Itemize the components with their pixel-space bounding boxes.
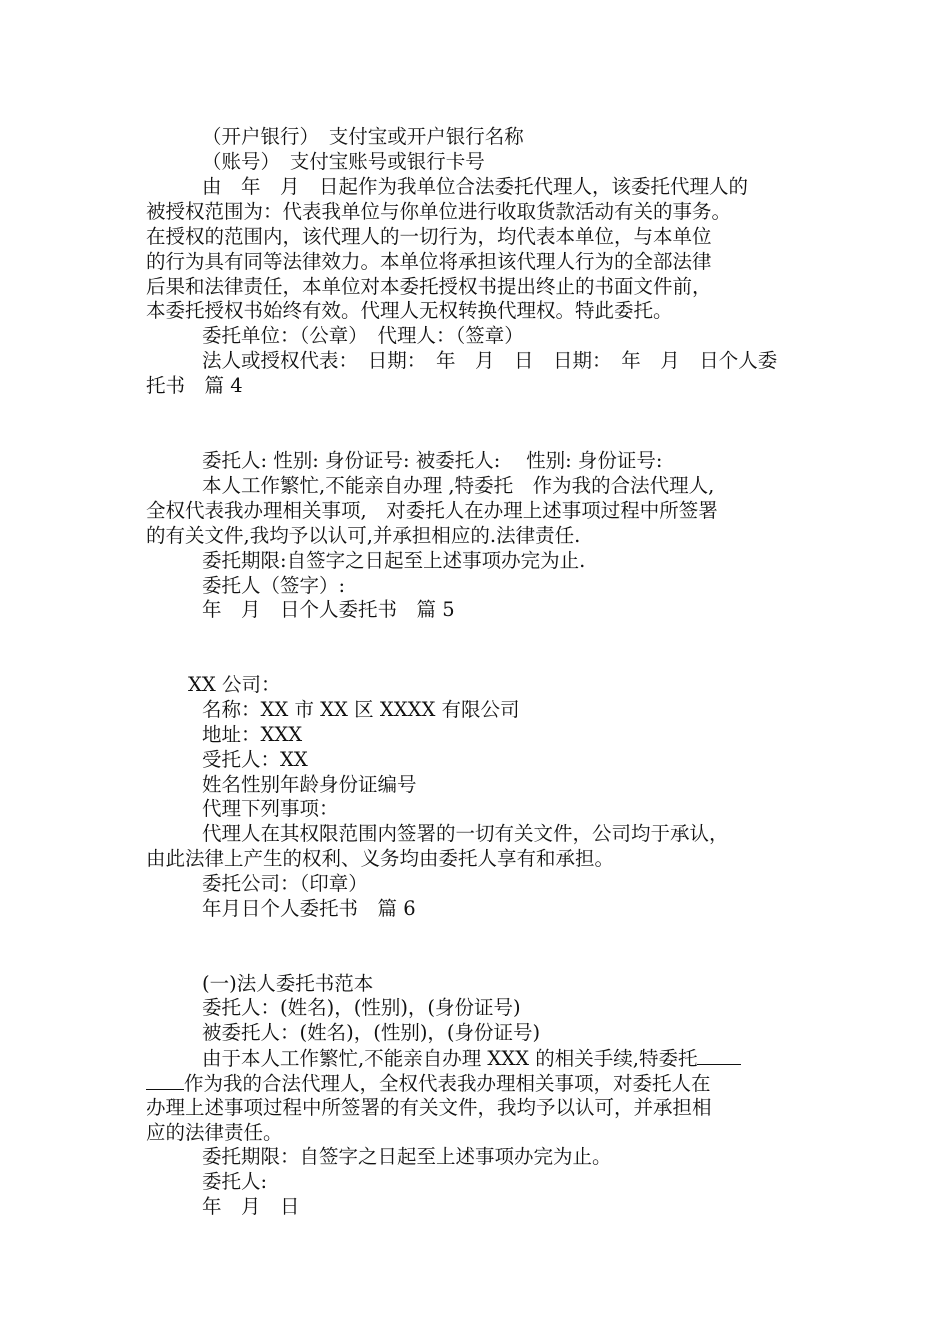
text-line: 受托人：XX [202,748,308,771]
text-line: 名称：XX 市 XX 区 XXXX 有限公司 [202,698,520,721]
text-line: 委托人: [202,1170,268,1193]
text-line: 年 月 日 [202,1195,300,1218]
text-line: 全权代表我办理相关事项, 对委托人在办理上述事项过程中所签署 [146,499,718,522]
text-line: 委托期限:自签字之日起至上述事项办完为止. [202,549,586,572]
text-line: 委托单位：（公章） 代理人：（签章） [202,324,524,347]
text-line: 委托人: 性别: 身份证号: 被委托人: 性别: 身份证号: [202,449,663,472]
text-segment: 作为我的合法代理人，全权代表我办理相关事项，对委托人在 [184,1072,711,1095]
text-line: 在授权的范围内，该代理人的一切行为，均代表本单位，与本单位 [146,225,712,248]
text-line: 的行为具有同等法律效力。本单位将承担该代理人行为的全部法律 [146,250,712,273]
text-line: (一)法人委托书范本 [202,972,374,995]
text-line: 委托人（签字）: [202,574,346,597]
text-line: 委托公司：（印章） [202,872,368,895]
text-line: 委托期限：自签字之日起至上述事项办完为止。 [202,1145,612,1168]
text-line: 由 年 月 日起作为我单位合法委托代理人，该委托代理人的 [202,175,749,198]
text-line: 委托人：(姓名)，(性别)，(身份证号) [202,996,521,1019]
text-line [202,1046,741,1071]
text-line: 代理人在其权限范围内签署的一切有关文件，公司均于承认， [202,822,729,845]
fill-in-blank [697,1046,741,1065]
text-line: 本委托授权书始终有效。代理人无权转换代理权。特此委托。 [146,299,673,322]
section-heading: 年 月 日个人委托书 篇 5 [202,598,455,621]
text-line: 的有关文件,我均予以认可,并承担相应的.法律责任. [146,524,581,547]
section-heading: 托书 篇 4 [146,374,243,397]
text-line: 由此法律上产生的权利、义务均由委托人享有和承担。 [146,847,615,870]
text-line: （开户银行） 支付宝或开户银行名称 [202,125,524,148]
text-line: 被授权范围为：代表我单位与你单位进行收取货款活动有关的事务。 [146,200,732,223]
text-line: （账号） 支付宝账号或银行卡号 [202,150,485,173]
text-line: 办理上述事项过程中所签署的有关文件，我均予以认可，并承担相 [146,1096,712,1119]
text-line: 本人工作繁忙,不能亲自办理 ,特委托 作为我的合法代理人, [202,474,715,497]
text-segment: 由于本人工作繁忙,不能亲自办理 XXX 的相关手续,特委托 [202,1047,698,1070]
text-line: 被委托人：(姓名)，(性别)，(身份证号) [202,1021,541,1044]
text-line: 后果和法律责任，本单位对本委托授权书提出终止的书面文件前， [146,275,712,298]
fill-in-blank [146,1071,184,1090]
text-line: XX 公司： [188,673,281,696]
section-heading: 年月日个人委托书 篇 6 [202,897,416,920]
text-line [146,1071,711,1096]
text-line: 应的法律责任。 [146,1121,283,1144]
text-line: 代理下列事项： [202,797,339,820]
text-line: 姓名性别年龄身份证编号 [202,773,417,796]
text-line: 地址：XXX [202,723,303,746]
text-line: 法人或授权代表： 日期： 年 月 日 日期： 年 月 日个人委 [202,349,778,372]
